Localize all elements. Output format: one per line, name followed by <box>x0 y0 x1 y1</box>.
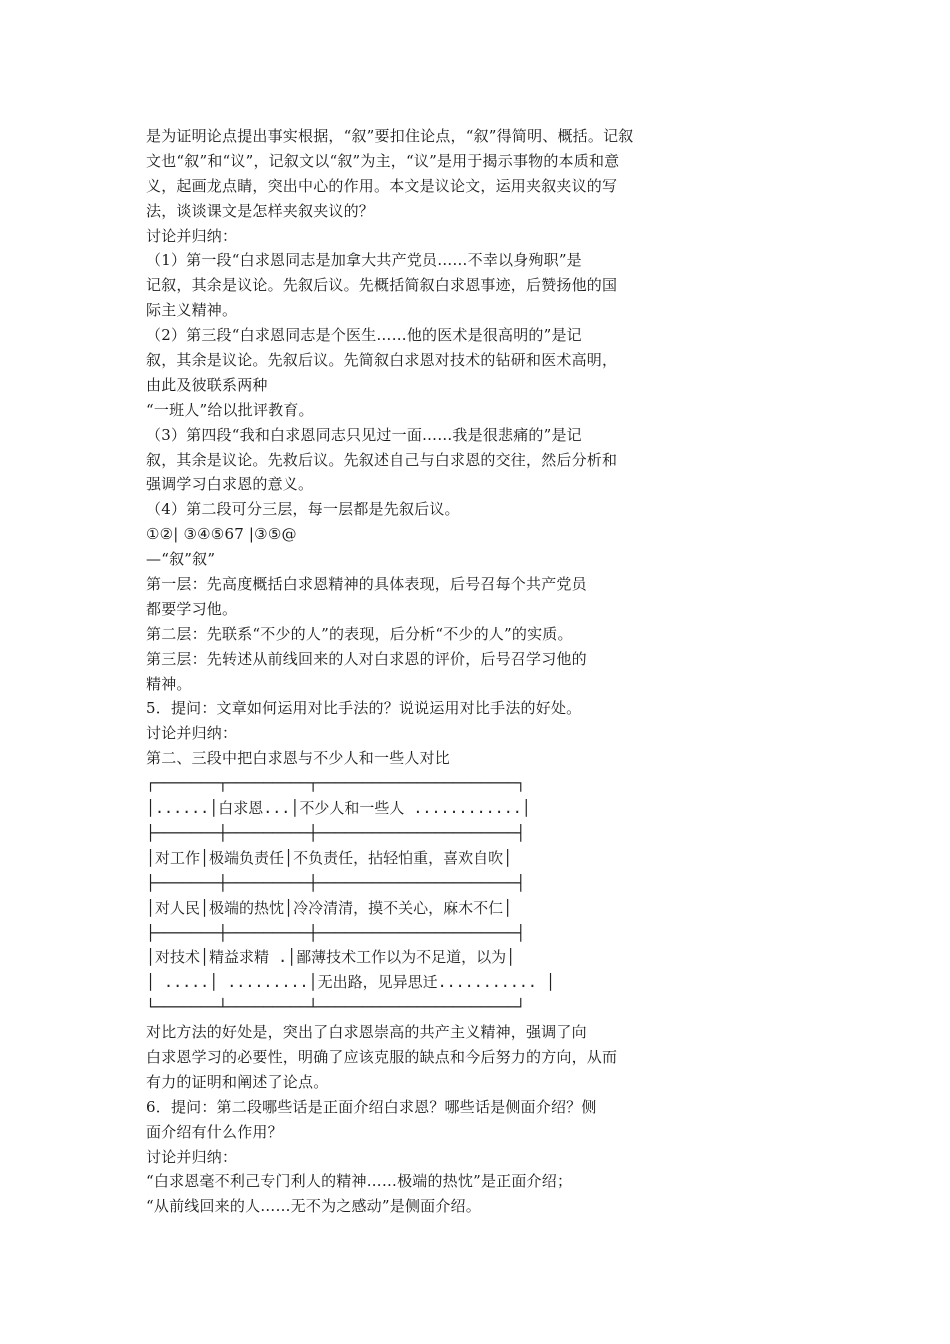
table-row: │对技术│精益求精 .│鄙薄技术工作以为不足道，以为│ <box>146 948 516 967</box>
table-border-line: └───────┴─────────┴──────────────────────┘ <box>146 998 526 1017</box>
text-line: 有力的证明和阐述了论点。 <box>146 1072 329 1091</box>
text-line: 精神。 <box>146 674 192 693</box>
text-line: 6．提问：第二段哪些话是正面介绍白求恩？哪些话是侧面介绍？侧 <box>146 1097 597 1116</box>
text-line: 记叙，其余是议论。先叙后议。先概括简叙白求恩事迹，后赞扬他的国 <box>146 276 618 295</box>
document-page <box>146 124 766 1219</box>
text-line: 法，谈谈课文是怎样夹叙夹议的？ <box>146 201 375 220</box>
table-row: │ .....│ .........│无出路，见异思迁........... │ <box>146 973 555 992</box>
text-line: 第三层：先转述从前线回来的人对白求恩的评价，后号召学习他的 <box>146 649 587 668</box>
text-line: 文也“叙”和“议”，记叙文以“叙”为主，“议”是用于揭示事物的本质和意 <box>146 151 620 170</box>
body-text-after-table <box>146 1020 766 1219</box>
text-line: 讨论并归纳： <box>146 226 238 245</box>
text-line: “从前线回来的人……无不为之感动”是侧面介绍。 <box>146 1197 481 1216</box>
text-line: 强调学习白求恩的意义。 <box>146 475 314 494</box>
text-line: 5．提问：文章如何运用对比手法的？说说运用对比手法的好处。 <box>146 699 582 718</box>
text-line: 第二层：先联系“不少的人”的表现，后分析“不少的人”的实质。 <box>146 624 573 643</box>
text-line: 面介绍有什么作用？ <box>146 1122 283 1141</box>
table-row: │对工作│极端负责任│不负责任，拈轻怕重，喜欢自吹│ <box>146 848 513 867</box>
text-line: “一班人”给以批评教育。 <box>146 400 314 419</box>
text-line: 是为证明论点提出事实根据，“叙”要扣住论点，“叙”得简明、概括。记叙 <box>146 127 634 145</box>
text-line: 讨论并归纳： <box>146 724 238 743</box>
text-line: ①②| ③④⑤67 |③⑤@ <box>146 525 297 544</box>
text-line: “白求恩毫不利己专门利人的精神……极端的热忱”是正面介绍； <box>146 1172 573 1191</box>
text-line: （4）第二段可分三层，每一层都是先叙后议。 <box>146 500 460 519</box>
body-text-before-table <box>146 124 766 771</box>
table-border-line: ├───────┼─────────┼──────────────────────┤ <box>146 923 526 942</box>
table-border-line: ├───────┼─────────┼──────────────────────┤ <box>146 823 526 842</box>
text-line: 白求恩学习的必要性，明确了应该克服的缺点和今后努力的方向，从而 <box>146 1047 618 1066</box>
text-line: 对比方法的好处是，突出了白求恩崇高的共产主义精神，强调了向 <box>146 1023 587 1042</box>
text-line: 第二、三段中把白求恩与不少人和一些人对比 <box>146 749 451 768</box>
text-line: （2）第三段“白求恩同志是个医生……他的医术是很高明的”是记 <box>146 326 582 345</box>
text-line: 义，起画龙点睛，突出中心的作用。本文是议论文，运用夹叙夹议的写 <box>146 176 618 195</box>
text-line: —“叙”叙” <box>146 550 216 569</box>
text-line: 由此及彼联系两种 <box>146 375 268 394</box>
table-row: │......│白求恩...│不少人和一些人 ............│ <box>146 799 531 818</box>
text-line: 第一层：先高度概括白求恩精神的具体表现，后号召每个共产党员 <box>146 575 587 594</box>
table-border-line: ├───────┼─────────┼──────────────────────┤ <box>146 873 526 892</box>
text-line: 都要学习他。 <box>146 599 238 618</box>
text-line: （1）第一段“白求恩同志是加拿大共产党员……不幸以身殉职”是 <box>146 251 582 270</box>
text-line: 叙，其余是议论。先救后议。先叙述自己与白求恩的交往，然后分析和 <box>146 450 618 469</box>
text-line: 叙，其余是议论。先叙后议。先简叙白求恩对技术的钻研和医术高明， <box>146 351 618 370</box>
text-line: 讨论并归纳： <box>146 1147 238 1166</box>
table-row: │对人民│极端的热忱│冷冷清清，摸不关心，麻木不仁│ <box>146 898 513 917</box>
text-line: （3）第四段“我和白求恩同志只见过一面……我是很悲痛的”是记 <box>146 425 582 444</box>
text-line: 际主义精神。 <box>146 301 238 320</box>
table-border-line: ┌───────┬─────────┬──────────────────────┐ <box>146 774 526 793</box>
comparison-text-table <box>146 771 766 1020</box>
